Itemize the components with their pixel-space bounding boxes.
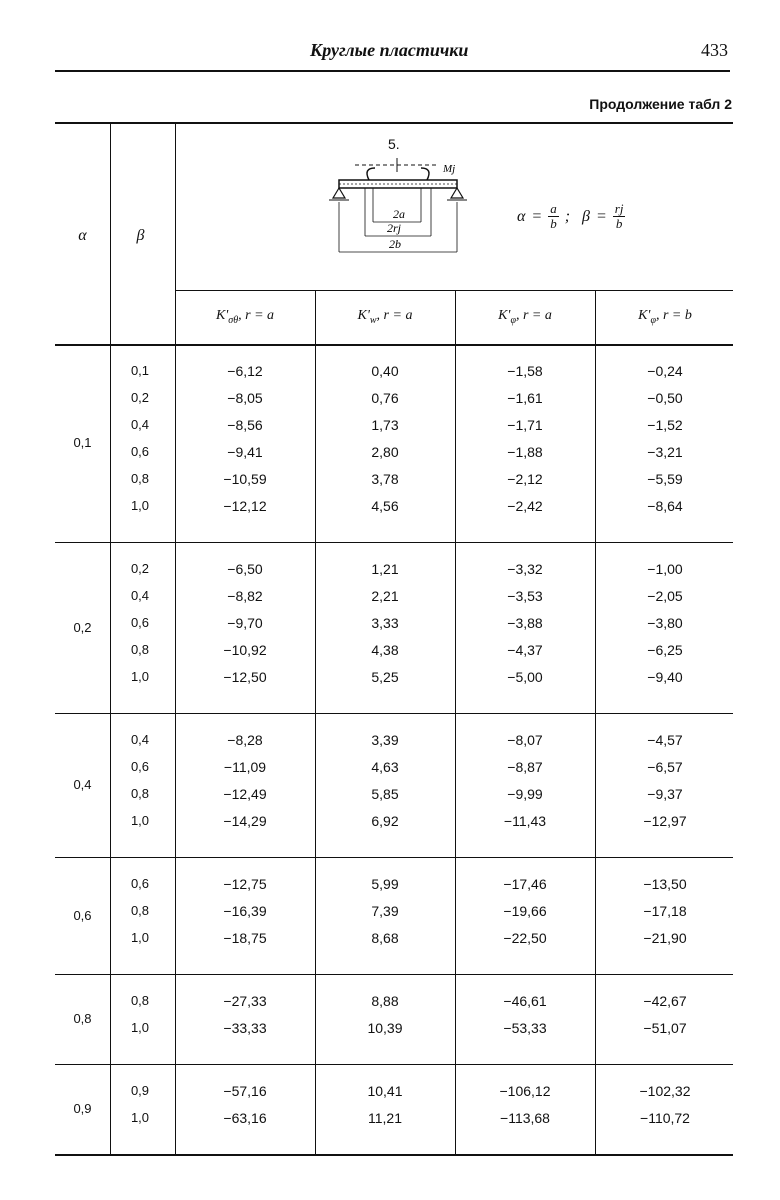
beta-value: 0,6 xyxy=(130,615,150,630)
coefficient-cell: −3,88 xyxy=(507,615,543,631)
coefficient-cell: 8,68 xyxy=(371,930,399,946)
coefficient-cell: −10,92 xyxy=(223,642,267,658)
coefficient-cell: −12,97 xyxy=(643,813,687,829)
coefficient-cell: 0,76 xyxy=(371,390,399,406)
coefficient-cell: −5,59 xyxy=(647,471,683,487)
beta-value: 0,2 xyxy=(130,561,150,576)
coefficient-cell: −17,46 xyxy=(503,876,547,892)
coefficient-cell: −8,28 xyxy=(227,732,263,748)
alpha-value: 0,4 xyxy=(73,777,92,792)
coefficient-cell: −8,87 xyxy=(507,759,543,775)
coefficient-cell: 0,40 xyxy=(371,363,399,379)
formula-alpha: α xyxy=(517,207,526,225)
coefficient-cell: −1,58 xyxy=(507,363,543,379)
beta-value: 0,8 xyxy=(130,993,150,1008)
beta-value: 1,0 xyxy=(130,1110,150,1125)
beta-value: 0,4 xyxy=(130,417,150,432)
beta-value: 0,9 xyxy=(130,1083,150,1098)
dim-label-outer: 2b xyxy=(389,237,401,251)
coefficient-cell: −3,80 xyxy=(647,615,683,631)
page-number: 433 xyxy=(701,40,728,60)
coefficient-cell: −6,25 xyxy=(647,642,683,658)
column-rule-1 xyxy=(110,122,111,1154)
beta-value: 1,0 xyxy=(130,669,150,684)
coefficient-cell: −4,57 xyxy=(647,732,683,748)
formula-beta: β xyxy=(582,207,590,225)
coefficient-cell: 5,99 xyxy=(371,876,399,892)
header-divider xyxy=(175,290,733,291)
coefficient-cell: −0,50 xyxy=(647,390,683,406)
case-number: 5. xyxy=(388,136,400,152)
coefficient-cell: −2,05 xyxy=(647,588,683,604)
coefficient-cell: −53,33 xyxy=(503,1020,547,1036)
sub-header-1 xyxy=(175,308,315,326)
sub-header-4 xyxy=(595,308,735,326)
coefficient-cell: −1,71 xyxy=(507,417,543,433)
coefficient-cell: −1,52 xyxy=(647,417,683,433)
group-divider xyxy=(55,857,733,858)
coefficient-cell: −6,12 xyxy=(227,363,263,379)
coefficient-cell: −17,18 xyxy=(643,903,687,919)
alpha-value: 0,8 xyxy=(73,1011,92,1026)
coefficient-cell: −11,43 xyxy=(503,813,547,829)
coefficient-cell: 5,85 xyxy=(371,786,399,802)
beta-value: 0,2 xyxy=(130,390,150,405)
coefficient-cell: −11,09 xyxy=(223,759,267,775)
coefficient-cell: 8,88 xyxy=(371,993,399,1009)
coefficient-cell: −9,41 xyxy=(227,444,263,460)
group-divider xyxy=(55,713,733,714)
coefficient-cell: 3,39 xyxy=(371,732,399,748)
coefficient-cell: −57,16 xyxy=(223,1083,267,1099)
alpha-value: 0,1 xyxy=(73,435,92,450)
beta-column-header: β xyxy=(136,227,145,244)
coefficient-cell: −6,57 xyxy=(647,759,683,775)
beta-value: 1,0 xyxy=(130,1020,150,1035)
coefficient-cell: −12,50 xyxy=(223,669,267,685)
fraction-a-numerator: a xyxy=(550,201,557,216)
group-divider xyxy=(55,542,733,543)
coefficient-cell: −51,07 xyxy=(643,1020,687,1036)
coefficient-cell: −5,00 xyxy=(507,669,543,685)
coefficient-cell: 2,80 xyxy=(371,444,399,460)
beta-value: 0,8 xyxy=(130,471,150,486)
coefficient-cell: −18,75 xyxy=(223,930,267,946)
column-rule-4 xyxy=(455,290,456,1154)
coefficient-cell: −6,50 xyxy=(227,561,263,577)
coefficient-cell: −12,75 xyxy=(223,876,267,892)
sub-header-2 xyxy=(315,308,455,326)
coefficient-cell: −22,50 xyxy=(503,930,547,946)
coefficient-cell: −113,68 xyxy=(500,1110,550,1126)
coefficient-cell: −102,32 xyxy=(639,1083,691,1099)
sub-header-symbol: K' xyxy=(357,308,370,323)
coefficient-cell: −19,66 xyxy=(503,903,547,919)
alpha-column-header: α xyxy=(78,227,87,244)
coefficient-cell: −106,12 xyxy=(499,1083,551,1099)
fraction-a-over-b xyxy=(548,202,559,231)
coefficient-cell: −8,64 xyxy=(647,498,683,514)
beta-value: 1,0 xyxy=(130,930,150,945)
sub-header-subscript: φ xyxy=(650,314,656,326)
beta-value: 0,6 xyxy=(130,759,150,774)
coefficient-cell: −8,07 xyxy=(507,732,543,748)
running-title: Круглые пластички xyxy=(310,40,469,60)
coefficient-cell: 10,41 xyxy=(367,1083,403,1099)
dim-label-inner: 2a xyxy=(393,207,405,221)
dim-label-middle: 2rj xyxy=(387,221,402,235)
fraction-a-denominator: b xyxy=(550,216,557,231)
fraction-rj-denominator: b xyxy=(615,216,623,231)
column-rule-3 xyxy=(315,290,316,1154)
parameter-formula xyxy=(517,202,625,231)
formula-equals-1: = xyxy=(531,207,543,225)
coefficient-cell: 7,39 xyxy=(371,903,399,919)
coefficient-cell: 1,21 xyxy=(371,561,399,577)
beta-value: 0,8 xyxy=(130,786,150,801)
group-divider xyxy=(55,1064,733,1065)
coefficient-cell: −27,33 xyxy=(223,993,267,1009)
coefficient-cell: −2,42 xyxy=(507,498,543,514)
coefficient-cell: −63,16 xyxy=(223,1110,267,1126)
formula-separator: ; xyxy=(564,207,571,225)
coefficient-cell: −14,29 xyxy=(223,813,267,829)
coefficient-cell: −1,00 xyxy=(647,561,683,577)
coefficient-cell: 3,33 xyxy=(371,615,399,631)
coefficient-cell: −3,21 xyxy=(647,444,683,460)
beta-value: 0,6 xyxy=(130,876,150,891)
coefficient-cell: 2,21 xyxy=(371,588,399,604)
coefficient-cell: 4,38 xyxy=(371,642,399,658)
beta-value: 0,8 xyxy=(130,903,150,918)
coefficient-cell: −8,56 xyxy=(227,417,263,433)
coefficient-cell: −13,50 xyxy=(643,876,687,892)
running-head xyxy=(55,38,730,72)
table-continuation-label: Продолжение табл 2 xyxy=(589,96,732,112)
coefficient-cell: −3,53 xyxy=(507,588,543,604)
moment-label: Mj xyxy=(443,163,456,175)
beta-value: 0,4 xyxy=(130,732,150,747)
coefficient-cell: −12,49 xyxy=(223,786,267,802)
beta-value: 1,0 xyxy=(130,813,150,828)
sub-header-condition: , r = b xyxy=(655,308,692,323)
coefficient-cell: −1,61 xyxy=(507,390,543,406)
coefficient-cell: −0,24 xyxy=(647,363,683,379)
sub-header-3 xyxy=(455,308,595,326)
sub-header-symbol: K' xyxy=(498,308,511,323)
table-top-rule xyxy=(55,122,733,124)
sub-header-condition: , r = a xyxy=(515,308,552,323)
group-divider xyxy=(55,1154,733,1156)
coefficient-cell: 4,56 xyxy=(371,498,399,514)
coefficient-cell: −9,37 xyxy=(647,786,683,802)
coefficient-cell: −10,59 xyxy=(223,471,267,487)
coefficient-cell: 5,25 xyxy=(371,669,399,685)
coefficient-cell: −16,39 xyxy=(223,903,267,919)
coefficient-cell: −46,61 xyxy=(503,993,547,1009)
coefficient-cell: −4,37 xyxy=(507,642,543,658)
coefficient-cell: −9,40 xyxy=(647,669,683,685)
beta-value: 0,6 xyxy=(130,444,150,459)
sub-header-subscript: φ xyxy=(510,314,516,326)
sub-header-subscript: σθ xyxy=(228,314,239,326)
column-rule-5 xyxy=(595,290,596,1154)
coefficient-cell: −8,82 xyxy=(227,588,263,604)
alpha-value: 0,2 xyxy=(73,619,92,635)
coefficient-cell: −9,70 xyxy=(227,615,263,631)
sub-header-condition: , r = a xyxy=(238,308,275,323)
column-rule-2 xyxy=(175,122,176,1154)
coefficient-cell: −21,90 xyxy=(643,930,687,946)
sub-header-symbol: K' xyxy=(638,308,651,323)
sub-header-condition: , r = a xyxy=(376,308,413,323)
coefficient-cell: −110,72 xyxy=(640,1110,690,1126)
coefficient-cell: 4,63 xyxy=(371,759,399,775)
coefficient-cell: 1,73 xyxy=(371,417,399,433)
coefficient-cell: 10,39 xyxy=(367,1020,403,1036)
coefficient-cell: 3,78 xyxy=(371,471,399,487)
plate-diagram xyxy=(325,150,475,260)
formula-equals-2: = xyxy=(596,207,607,225)
coefficient-cell: −9,99 xyxy=(507,786,543,802)
fraction-rj-over-b xyxy=(613,202,626,231)
coefficient-cell: −42,67 xyxy=(643,993,687,1009)
coefficient-cell: −1,88 xyxy=(507,444,543,460)
coefficient-cell: −3,32 xyxy=(507,561,543,577)
alpha-value: 0,9 xyxy=(73,1101,92,1116)
sub-header-symbol: K' xyxy=(215,308,229,323)
beta-value: 0,8 xyxy=(130,642,150,657)
alpha-value: 0,6 xyxy=(73,907,92,923)
group-divider xyxy=(55,974,733,975)
coefficient-cell: −2,12 xyxy=(507,471,543,487)
coefficient-cell: 6,92 xyxy=(371,813,399,829)
coefficient-cell: −33,33 xyxy=(223,1020,267,1036)
coefficient-cell: 11,21 xyxy=(368,1110,402,1126)
header-bottom-rule xyxy=(55,344,733,346)
coefficient-cell: −8,05 xyxy=(227,390,263,406)
coefficient-cell: −12,12 xyxy=(223,498,267,514)
beta-value: 0,1 xyxy=(130,363,150,378)
beta-value: 1,0 xyxy=(130,498,150,513)
fraction-rj-numerator: rj xyxy=(614,201,624,216)
sub-header-subscript: w xyxy=(369,314,377,326)
beta-value: 0,4 xyxy=(130,588,150,603)
coefficient-table xyxy=(55,122,733,1154)
